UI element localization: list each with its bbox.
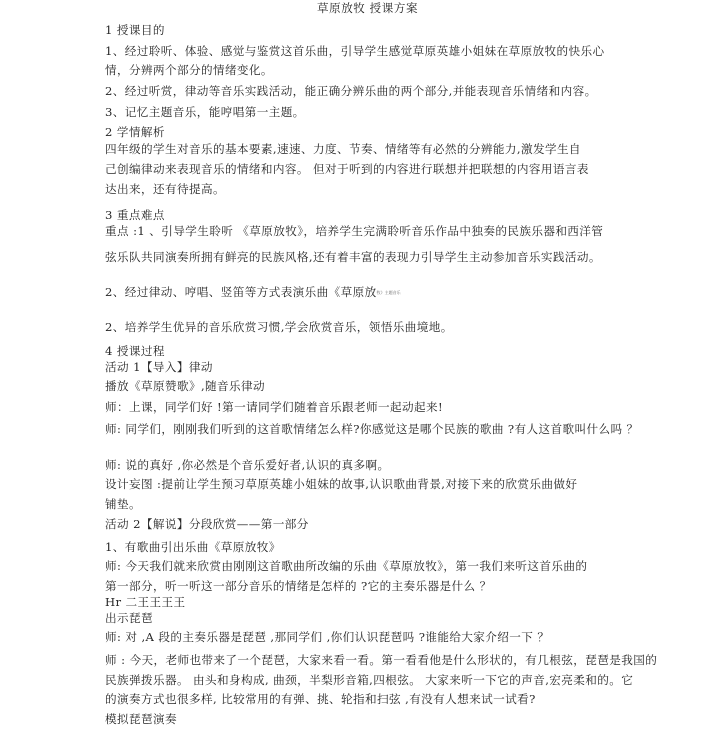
paragraph-line: Hr 二王王王王 xyxy=(105,595,186,609)
section-heading-key-points: 3 重点难点 xyxy=(105,208,165,222)
paragraph-line: 民族弹拨乐器。 由头和身构成, 曲颈，半梨形音箱,四根弦。 大家来听一下它的声音,宏亮柔和的。它 xyxy=(105,673,634,687)
paragraph-line: 重点 :1 、引导学生聆听 《草原放牧》，培养学生完满聆听音乐作品中独奏的民族乐器和西洋管 xyxy=(105,224,604,238)
paragraph-line: 设计妄图 :提前让学生预习草原英雄小姐妹的故事,认识歌曲背景,对接下来的欣赏乐曲做好 xyxy=(105,477,578,491)
paragraph-line: 师: 说的真好 ,你必然是个音乐爱好者,认识的真多啊。 xyxy=(105,458,390,472)
paragraph-line: 师：上课，同学们好 !第一请同学们随着音乐跟老师一起动起来! xyxy=(105,400,444,414)
paragraph-line: 铺垫。 xyxy=(105,497,141,511)
paragraph-line: 四年级的学生对音乐的基本要素,速速、力度、节奏、情绪等有必然的分辨能力,激发学生自 xyxy=(105,142,581,156)
paragraph-line: 1、经过聆听、体验、感觉与鉴赏这首乐曲，引导学生感觉草原英雄小姐妹在草原放牧的快乐心 xyxy=(105,44,605,58)
truncated-text: 牧》主题音乐 xyxy=(376,290,401,295)
document-title: 草原放牧 授课方案 xyxy=(317,1,419,15)
paragraph-line: 出示琵琶 xyxy=(105,611,153,625)
paragraph-line xyxy=(105,285,401,300)
paragraph-line: 3、记忆主题音乐，能哼唱第一主题。 xyxy=(105,105,305,119)
paragraph-line: 师: 今天我们就来欣赏由刚刚这首歌曲所改编的乐曲《草原放牧》，第一我们来听这首乐曲的 xyxy=(105,559,588,573)
line-text: 2、经过律动、哼唱、竖笛等方式表演乐曲《草原放 xyxy=(105,285,377,299)
activity-heading: 活动 1【导入】律动 xyxy=(105,360,213,374)
paragraph-line: 第一部分，听一听这一部分音乐的情绪是怎样的 ?它的主奏乐器是什么 ？ xyxy=(105,579,492,593)
paragraph-line: 师: 同学们，刚刚我们听到的这首歌情绪怎么样?你感觉这是哪个民族的歌曲 ?有人这首歌叫什么吗 ？ xyxy=(105,422,639,436)
section-heading-goals: 1 授课目的 xyxy=(105,23,165,37)
section-heading-analysis: 2 学情解析 xyxy=(105,125,165,139)
paragraph-line: 模拟琵琶演奏 xyxy=(105,712,177,726)
paragraph-line: 己创编律动来表现音乐的情绪和内容。 但对于听到的内容进行联想并把联想的内容用语言表 xyxy=(105,162,589,176)
paragraph-line: 达出来，还有待提高。 xyxy=(105,182,225,196)
paragraph-line: 1、有歌曲引出乐曲《草原放牧》 xyxy=(105,540,281,554)
activity-heading: 活动 2【解说】分段欣赏——第一部分 xyxy=(105,517,309,531)
paragraph-line: 弦乐队共同演奏所拥有鲜亮的民族风格,还有着丰富的表现力引导学生主动参加音乐实践活动。 xyxy=(105,250,601,264)
paragraph-line: 师: 对 ,A 段的主奏乐器是琵琶 ,那同学们 ,你们认识琵琶吗 ?谁能给大家介绍一下 ？ xyxy=(105,630,550,644)
paragraph-line: 情，分辨两个部分的情绪变化。 xyxy=(105,63,273,77)
paragraph-line: 播放《草原赞歌》,随音乐律动 xyxy=(105,379,266,393)
paragraph-line: 师 : 今天，老师也带来了一个琵琶，大家来看一看。第一看看他是什么形状的，有几根弦，琵琶是我国的 xyxy=(105,653,658,667)
paragraph-line: 2、培养学生优异的音乐欣赏习惯,学会欣赏音乐，领悟乐曲境地。 xyxy=(105,320,453,334)
paragraph-line: 的演奏方式也很多样, 比较常用的有弹、挑、轮指和扫弦 ,有没有人想来试一试看? xyxy=(105,692,536,706)
section-heading-process: 4 授课过程 xyxy=(105,344,165,358)
paragraph-line: 2、经过听赏，律动等音乐实践活动，能正确分辨乐曲的两个部分,并能表现音乐情绪和内容。 xyxy=(105,84,597,98)
